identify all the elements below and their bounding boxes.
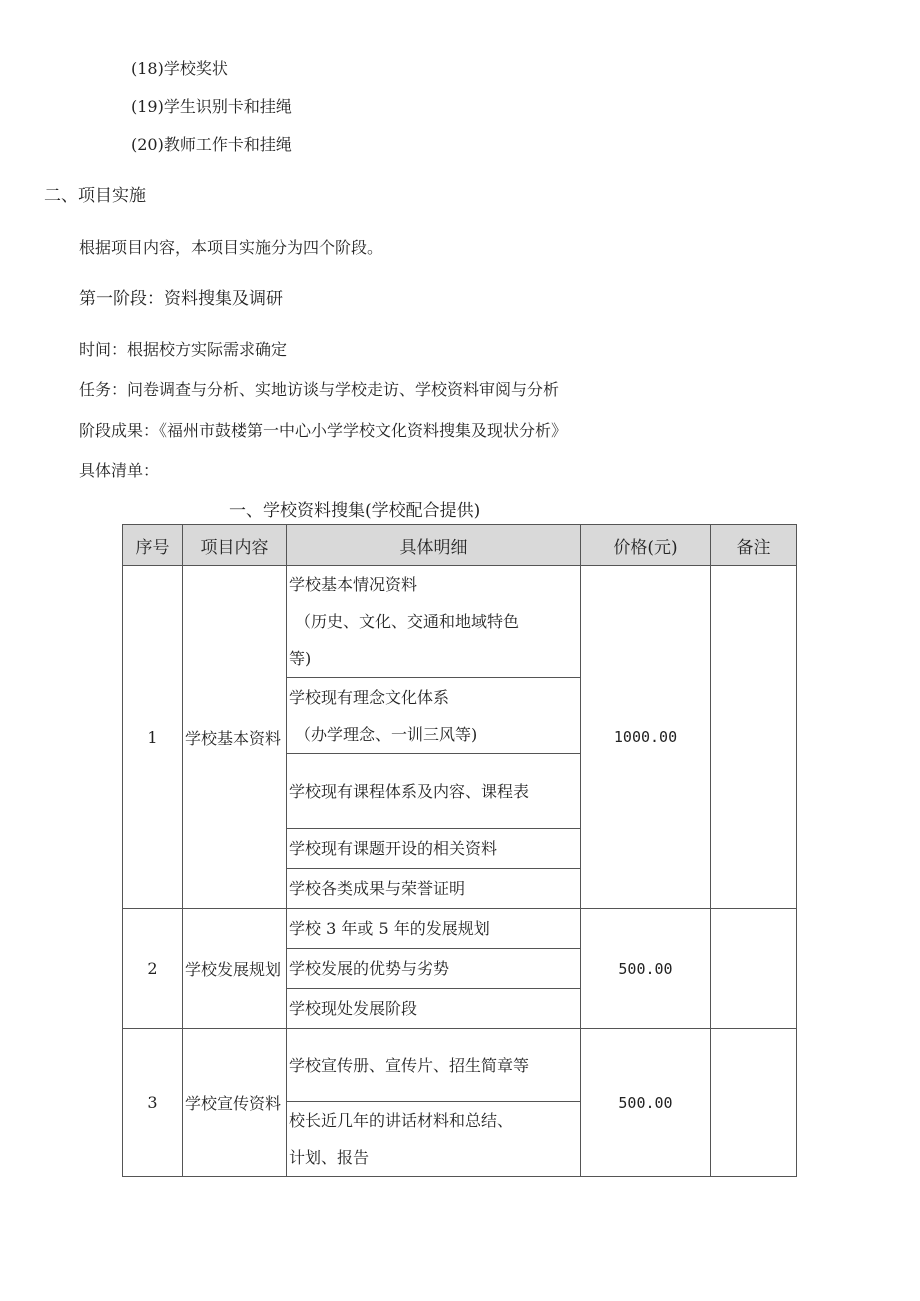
header-item: 项目内容 (183, 525, 287, 566)
task-line: 任务：问卷调查与分析、实地访谈与学校走访、学校资料审阅与分析 (79, 380, 560, 399)
detail-cell (287, 566, 581, 678)
section-heading: 二、项目实施 (44, 186, 146, 206)
header-price: 价格(元) (581, 525, 711, 566)
detail-line: 学校现有课题开设的相关资料 (289, 839, 498, 858)
table-title: 一、学校资料搜集(学校配合提供) (229, 501, 481, 521)
row-item: 学校发展规划 (183, 909, 287, 1029)
detail-cell (287, 829, 581, 869)
table-header-row (123, 525, 797, 566)
detail-line: （办学理念、一训三风等) (295, 724, 478, 744)
detail-cell (287, 1029, 581, 1102)
row-item: 学校基本资料 (183, 566, 287, 909)
row-no: 3 (123, 1029, 183, 1177)
row-remark (711, 1029, 797, 1177)
detail-line: 学校现有课程体系及内容、课程表 (289, 781, 530, 801)
detail-line: 计划、报告 (289, 1148, 370, 1167)
detail-line: 学校各类成果与荣誉证明 (289, 879, 466, 898)
detail-cell (287, 754, 581, 829)
detail-line: 学校 3 年或 5 年的发展规划 (289, 919, 490, 938)
detail-cell (287, 949, 581, 989)
table-row (123, 909, 797, 949)
detail-line: 学校宣传册、宣传片、招生简章等 (289, 1055, 530, 1075)
list-item-18: (18)学校奖状 (131, 59, 228, 78)
intro-paragraph: 根据项目内容，本项目实施分为四个阶段。 (79, 238, 384, 257)
detail-line: 等) (289, 649, 312, 668)
row-price: 500.00 (581, 909, 711, 1029)
table-row (123, 1029, 797, 1102)
row-price: 500.00 (581, 1029, 711, 1177)
detail-line: 学校发展的优势与劣势 (289, 959, 450, 978)
row-remark (711, 909, 797, 1029)
row-no: 2 (123, 909, 183, 1029)
result-line: 阶段成果：《福州市鼓楼第一中心小学学校文化资料搜集及现状分析》 (79, 421, 568, 440)
list-label: 具体清单： (79, 461, 160, 480)
detail-cell (287, 989, 581, 1029)
list-item-19: (19)学生识别卡和挂绳 (131, 97, 292, 116)
row-item: 学校宣传资料 (183, 1029, 287, 1177)
detail-cell (287, 678, 581, 754)
detail-line: 学校基本情况资料 (289, 575, 418, 594)
detail-line: 学校现处发展阶段 (289, 999, 418, 1018)
stage-title: 第一阶段：资料搜集及调研 (79, 289, 283, 309)
header-remark: 备注 (711, 525, 797, 566)
header-no: 序号 (123, 525, 183, 566)
header-detail: 具体明细 (287, 525, 581, 566)
detail-cell (287, 869, 581, 909)
detail-line: （历史、文化、交通和地域特色 (295, 612, 520, 631)
detail-cell (287, 1102, 581, 1177)
table-row (123, 566, 797, 678)
row-price: 1000.00 (581, 566, 711, 909)
time-line: 时间：根据校方实际需求确定 (79, 340, 288, 359)
list-item-20: (20)教师工作卡和挂绳 (131, 135, 292, 154)
detail-cell (287, 909, 581, 949)
row-no: 1 (123, 566, 183, 909)
row-remark (711, 566, 797, 909)
detail-line: 校长近几年的讲话材料和总结、 (289, 1111, 514, 1130)
detail-line: 学校现有理念文化体系 (289, 687, 450, 707)
materials-table (122, 524, 797, 1177)
